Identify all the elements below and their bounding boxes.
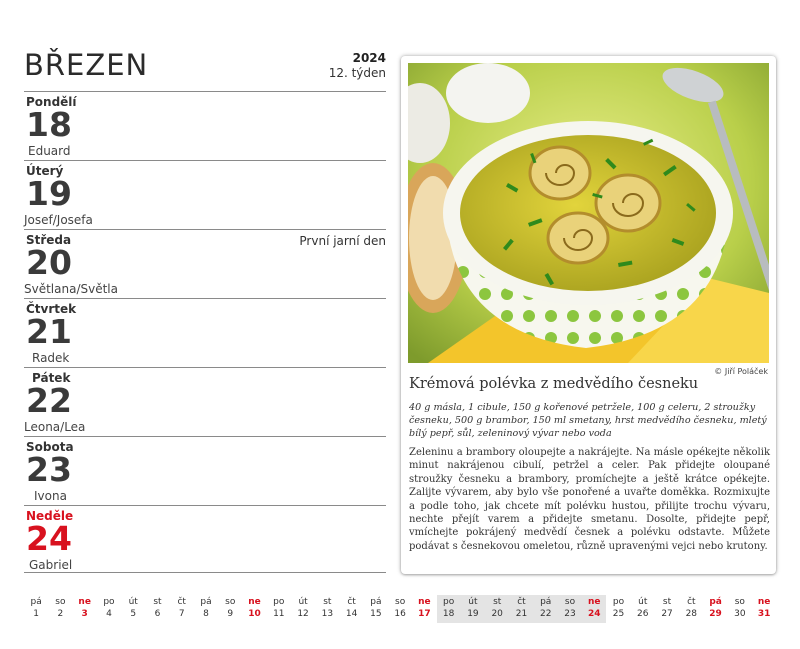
mini-day-cell [461, 595, 485, 623]
mini-day-number: 2 [57, 609, 64, 619]
mini-day-number: 7 [178, 609, 185, 619]
mini-weekday: pá [30, 597, 42, 607]
mini-day-cell [242, 595, 266, 623]
mini-day-cell [48, 595, 72, 623]
recipe-title: Krémová polévka z medvědího česneku [409, 376, 699, 392]
mini-day-cell [412, 595, 436, 623]
mini-weekday: pá [200, 597, 212, 607]
mini-weekday: pá [540, 597, 552, 607]
mini-day-cell [606, 595, 630, 623]
mini-day-number: 8 [203, 609, 209, 619]
mini-day-cell [509, 595, 533, 623]
mini-weekday: ne [587, 597, 601, 607]
mini-day-number: 4 [106, 609, 112, 619]
mini-month-calendar [24, 595, 776, 623]
mini-day-cell [97, 595, 121, 623]
mini-weekday: ne [757, 597, 771, 607]
week-label: 12. týden [328, 66, 386, 80]
mini-weekday: po [103, 597, 115, 607]
nameday: Ivona [34, 489, 67, 503]
mini-day-number: 25 [612, 609, 625, 619]
day-row-wednesday [24, 229, 386, 298]
day-row-saturday [24, 436, 386, 505]
mini-weekday: út [128, 597, 138, 607]
mini-day-cell [291, 595, 315, 623]
mini-weekday: čt [347, 597, 356, 607]
day-row-sunday [24, 505, 386, 573]
mini-weekday: so [225, 597, 236, 607]
nameday: Radek [32, 351, 70, 365]
mini-day-number: 30 [734, 609, 746, 619]
month-title: BŘEZEN [24, 48, 149, 82]
mini-day-number: 10 [248, 609, 261, 619]
day-number: 19 [26, 174, 72, 213]
mini-weekday: út [298, 597, 308, 607]
mini-day-number: 11 [273, 609, 285, 619]
mini-day-cell [655, 595, 679, 623]
mini-day-cell [194, 595, 218, 623]
mini-weekday: ne [418, 597, 431, 607]
mini-day-cell [728, 595, 752, 623]
weekday-name: Úterý [26, 164, 64, 178]
mini-day-cell [582, 595, 606, 623]
mini-weekday: ne [78, 597, 91, 607]
weekday-name: Sobota [26, 440, 74, 454]
mini-day-number: 15 [370, 609, 382, 619]
mini-weekday: so [55, 597, 66, 607]
mini-day-number: 17 [418, 609, 431, 619]
mini-day-cell [267, 595, 291, 623]
mini-day-cell [534, 595, 558, 623]
mini-day-cell [388, 595, 412, 623]
day-number: 20 [26, 243, 72, 282]
mini-day-cell [218, 595, 242, 623]
day-number: 24 [26, 519, 72, 558]
mini-weekday: st [153, 597, 162, 607]
mini-day-number: 20 [485, 608, 509, 622]
mini-day-number: 24 [582, 608, 606, 622]
day-number: 18 [26, 105, 72, 144]
mini-day-cell [364, 595, 388, 623]
day-row-monday [24, 91, 386, 160]
nameday: Leona/Lea [24, 420, 86, 434]
mini-day-cell [752, 595, 776, 623]
year-label: 2024 [352, 51, 386, 65]
mini-day-number: 21 [509, 608, 533, 622]
mini-day-number: 19 [461, 608, 485, 622]
mini-day-number: 1 [33, 609, 39, 619]
mini-weekday: po [273, 597, 285, 607]
mini-weekday: čt [517, 597, 526, 607]
mini-day-cell [631, 595, 655, 623]
nameday: Gabriel [29, 558, 73, 572]
mini-weekday: ne [248, 597, 261, 607]
day-row-friday [24, 367, 386, 436]
weekday-name: Neděle [26, 509, 74, 523]
mini-day-number: 5 [130, 609, 137, 619]
mini-day-cell [558, 595, 582, 623]
mini-weekday: so [564, 597, 576, 607]
mini-day-number: 13 [321, 609, 334, 619]
mini-day-number: 28 [685, 609, 698, 619]
weekday-name: Pondělí [26, 95, 77, 109]
nameday: Josef/Josefa [24, 213, 93, 227]
mini-weekday: po [443, 597, 455, 607]
mini-weekday: út [468, 597, 478, 607]
day-row-tuesday [24, 160, 386, 229]
mini-weekday: pá [370, 597, 382, 607]
mini-weekday: so [395, 597, 406, 607]
mini-day-number: 14 [345, 609, 358, 619]
mini-weekday: po [612, 597, 625, 607]
nameday: Eduard [28, 144, 71, 158]
recipe-card [401, 56, 776, 574]
day-number: 22 [26, 381, 72, 420]
mini-day-cell [24, 595, 48, 623]
mini-day-cell [121, 595, 145, 623]
weekday-name: Čtvrtek [26, 302, 77, 316]
day-number: 23 [26, 450, 72, 489]
recipe-ingredients: 40 g másla, 1 cibule, 150 g kořenové petržele, 100 g celeru, 2 stroužky česneku, 500 g brambor, 150 ml smetany, hrst medvědího česneku, mletý bílý pepř, sůl, zeleninový vývar nebo voda [409, 402, 767, 439]
mini-day-number: 27 [661, 609, 673, 619]
mini-day-number: 29 [709, 609, 722, 619]
soup-photo [408, 63, 769, 363]
mini-weekday: so [734, 597, 745, 607]
mini-weekday: st [662, 597, 672, 607]
nameday: Světlana/Světla [24, 282, 118, 296]
photo-credit: © Jiří Poláček [714, 367, 768, 376]
mini-day-cell [679, 595, 703, 623]
mini-day-cell [170, 595, 194, 623]
mini-day-number: 22 [534, 608, 558, 622]
recipe-method: Zeleninu a brambory oloupejte a nakrájejte. Na másle opékejte několik minut nakrájenou cibulí, petržel a celer. Pak přidejte oloupané stroužky česneku a brambory, promíchejte a ještě krátce opékejte. Zalijte vývarem, aby bylo vše ponořené a uvařte doměkka. Rozmixujte a podle toho, jak chcete mít polévku hustou, přilijte trochu vývaru, nechte přejít varem a přidejte smetanu. Dosolte, přidejte pepř, vmíchejte pokrájený medvědí česnek a polévku odstavte. Můžete podávat s česnekovou omeletou, různě upravenými vejci nebo krutony. [409, 447, 770, 552]
mini-day-cell [315, 595, 339, 623]
mini-weekday: čt [177, 597, 186, 607]
day-number: 21 [26, 312, 72, 351]
mini-day-cell [437, 595, 461, 623]
mini-day-number: 18 [437, 608, 461, 622]
soup-illustration [408, 63, 769, 363]
mini-day-number: 31 [757, 609, 771, 619]
weekday-name: Pátek [32, 371, 71, 385]
mini-weekday: pá [709, 597, 722, 607]
mini-day-number: 12 [297, 609, 309, 619]
mini-day-number: 6 [154, 609, 161, 619]
mini-weekday: st [323, 597, 332, 607]
mini-weekday: st [493, 597, 502, 607]
mini-weekday: út [638, 597, 648, 607]
mini-day-cell [703, 595, 727, 623]
mini-day-number: 9 [227, 609, 234, 619]
mini-day-cell [339, 595, 363, 623]
day-row-thursday [24, 298, 386, 367]
mini-weekday: čt [687, 597, 696, 607]
mini-day-number: 3 [81, 609, 88, 619]
weekday-name: Středa [26, 233, 72, 247]
mini-day-number: 16 [394, 609, 406, 619]
day-list [24, 91, 386, 573]
mini-day-cell [73, 595, 97, 623]
mini-day-number: 26 [637, 609, 649, 619]
mini-day-cell [485, 595, 509, 623]
holiday-label: První jarní den [299, 234, 386, 248]
mini-day-number: 23 [558, 608, 582, 622]
mini-day-cell [145, 595, 169, 623]
